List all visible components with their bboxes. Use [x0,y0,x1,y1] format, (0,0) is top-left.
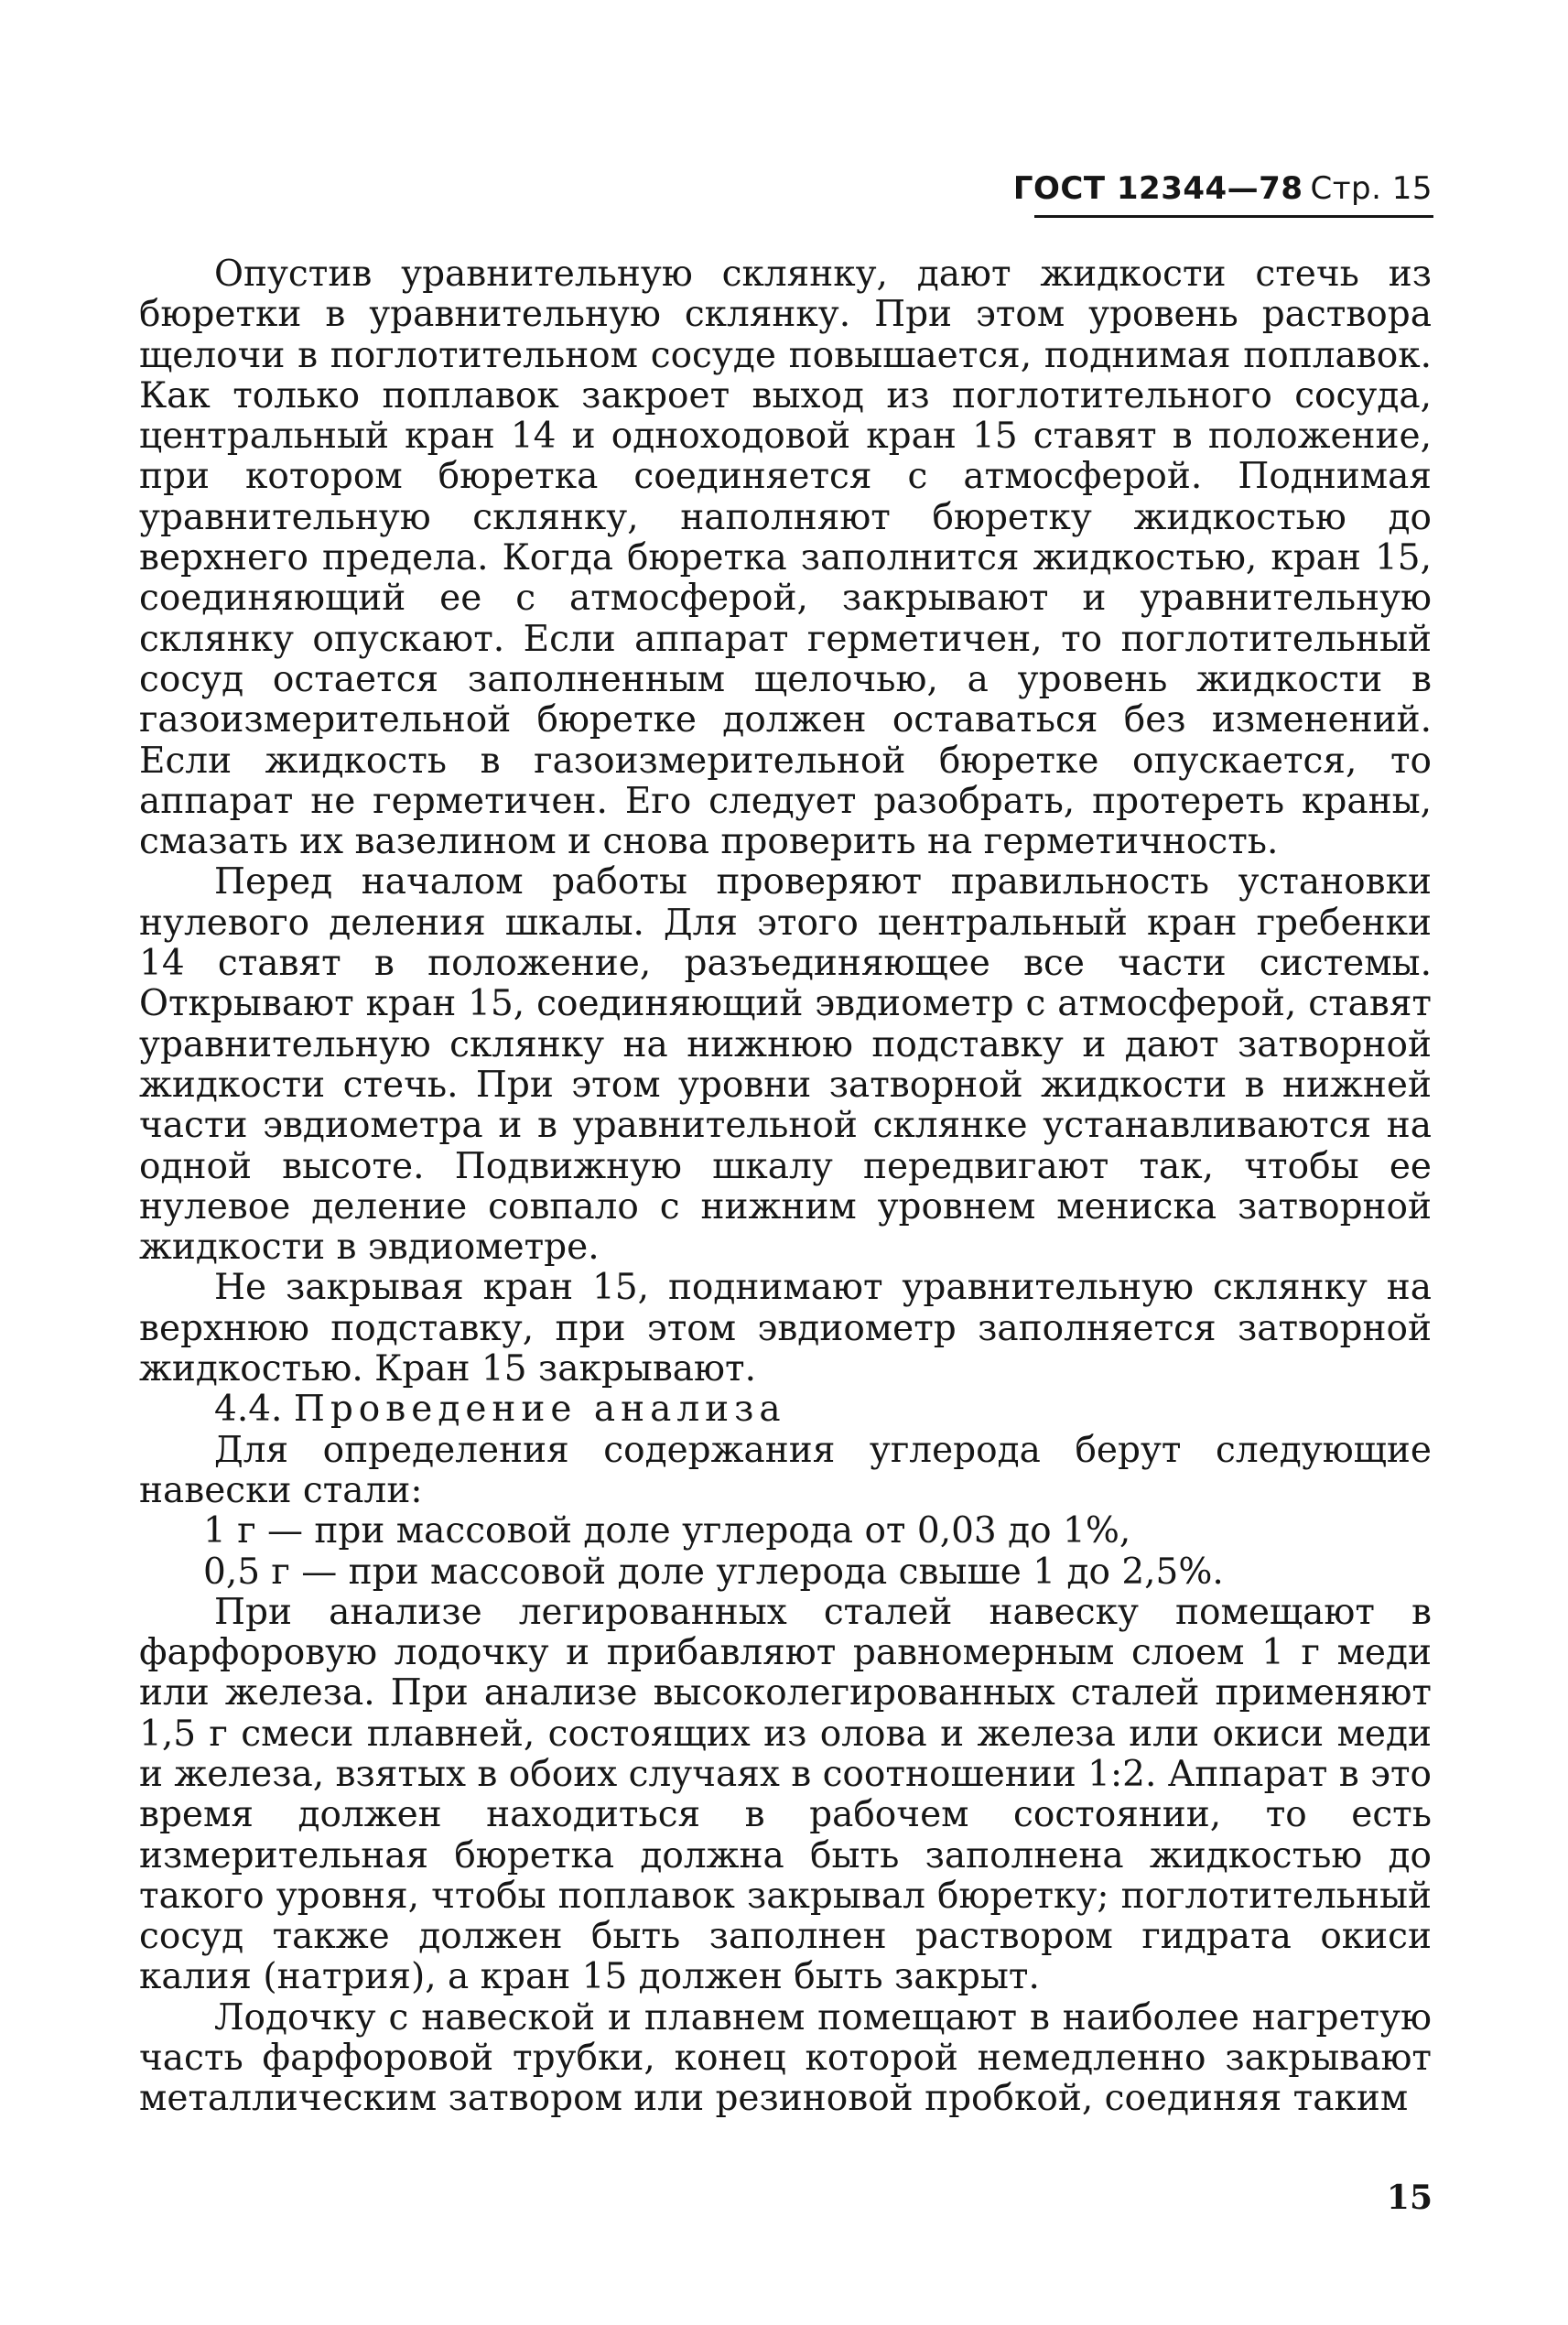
list-item: 0,5 г — при массовой доле углерода свыше 1 до 2,5%. [203,1551,1224,1593]
paragraph-zero-setting: Перед началом работы проверяют правильность установки нулевого деления шкалы. Для этого центральный кран гребенки 14 ставят в положение, разъединяющее все части системы. Открывают кран 15, соединяющий эвдиометр с атмосферой, ставят уравнительную склянку на нижнюю подставку и дают затворной жидкости стечь. При этом уровни затворной жидкости в нижней части эвдиометра и в уравнительной склянке устанавливаются на одной высоте. Подвижную шкалу передвигают так, чтобы ее нулевое деление совпало с нижним уровнем мениска затворной жидкости в эвдиометре. [139,861,1432,1269]
header-rule [1034,215,1433,218]
paragraph-sample-weights: Для определения содержания углерода берут следующие навески стали: [139,1429,1432,1511]
header-page-label: Стр. 15 [1310,170,1433,207]
list-item: 1 г — при массовой доле углерода от 0,03 до 1%, [203,1510,1131,1552]
paragraph-fill-eudiometer: Не закрывая кран 15, поднимают уравнительную склянку на верхнюю подставку, при этом эвдиометр заполняется затворной жидкостью. Кран 15 закрывают. [139,1267,1432,1390]
body-text [139,254,1432,2120]
section-heading [139,1390,1432,1430]
paragraph-float-check: Опустив уравнительную склянку, дают жидкости стечь из бюретки в уравнительную склянку. При этом уровень раствора щелочи в поглотительном сосуде повышается, поднимая поплавок. Как только поплавок закроет выход из поглотительного сосуда, центральный кран 14 и одноходовой кран 15 ставят в положение, при котором бюретка соединяется с атмосферой. Поднимая уравнительную склянку, наполняют бюретку жидкостью до верхнего предела. Когда бюретка заполнится жидкостью, кран 15, соединяющий ее с атмосферой, закрывают и уравнительную склянку опускают. Если аппарат герметичен, то поглотительный сосуд остается заполненным щелочью, а уровень жидкости в газоизмерительной бюретке должен оставаться без изменений. Если жидкость в газоизмерительной бюретке опускается, то аппарат не герметичен. Его следует разобрать, протереть краны, смазать их вазелином и снова проверить на герметичность. [139,254,1432,863]
section-title: Проведение анализа [293,1389,786,1431]
page-header [1013,170,1433,207]
section-number: 4.4. [214,1389,283,1431]
standard-code: ГОСТ 12344—78 [1012,170,1303,207]
paragraph-boat-placement: Лодочку с навеской и плавнем помещают в наиболее нагретую часть фарфоровой трубки, конец которой немедленно закрывают металлическим затвором или резиновой пробкой, соединяя таким [139,1996,1432,2120]
page-number: 15 [1386,2179,1433,2217]
paragraph-alloy-analysis: При анализе легированных сталей навеску помещают в фарфоровую лодочку и прибавляют равномерным слоем 1 г меди или железа. При анализе высоколегированных сталей применяют 1,5 г смеси плавней, состоящих из олова и железа или окиси меди и железа, взятых в обоих случаях в соотношении 1:2. Аппарат в это время должен находиться в рабочем состоянии, то есть измерительная бюретка должна быть заполнена жидкостью до такого уровня, чтобы поплавок закрывал бюретку; поглотительный сосуд также должен быть заполнен раствором гидрата окиси калия (натрия), а кран 15 должен быть закрыт. [139,1591,1432,1998]
